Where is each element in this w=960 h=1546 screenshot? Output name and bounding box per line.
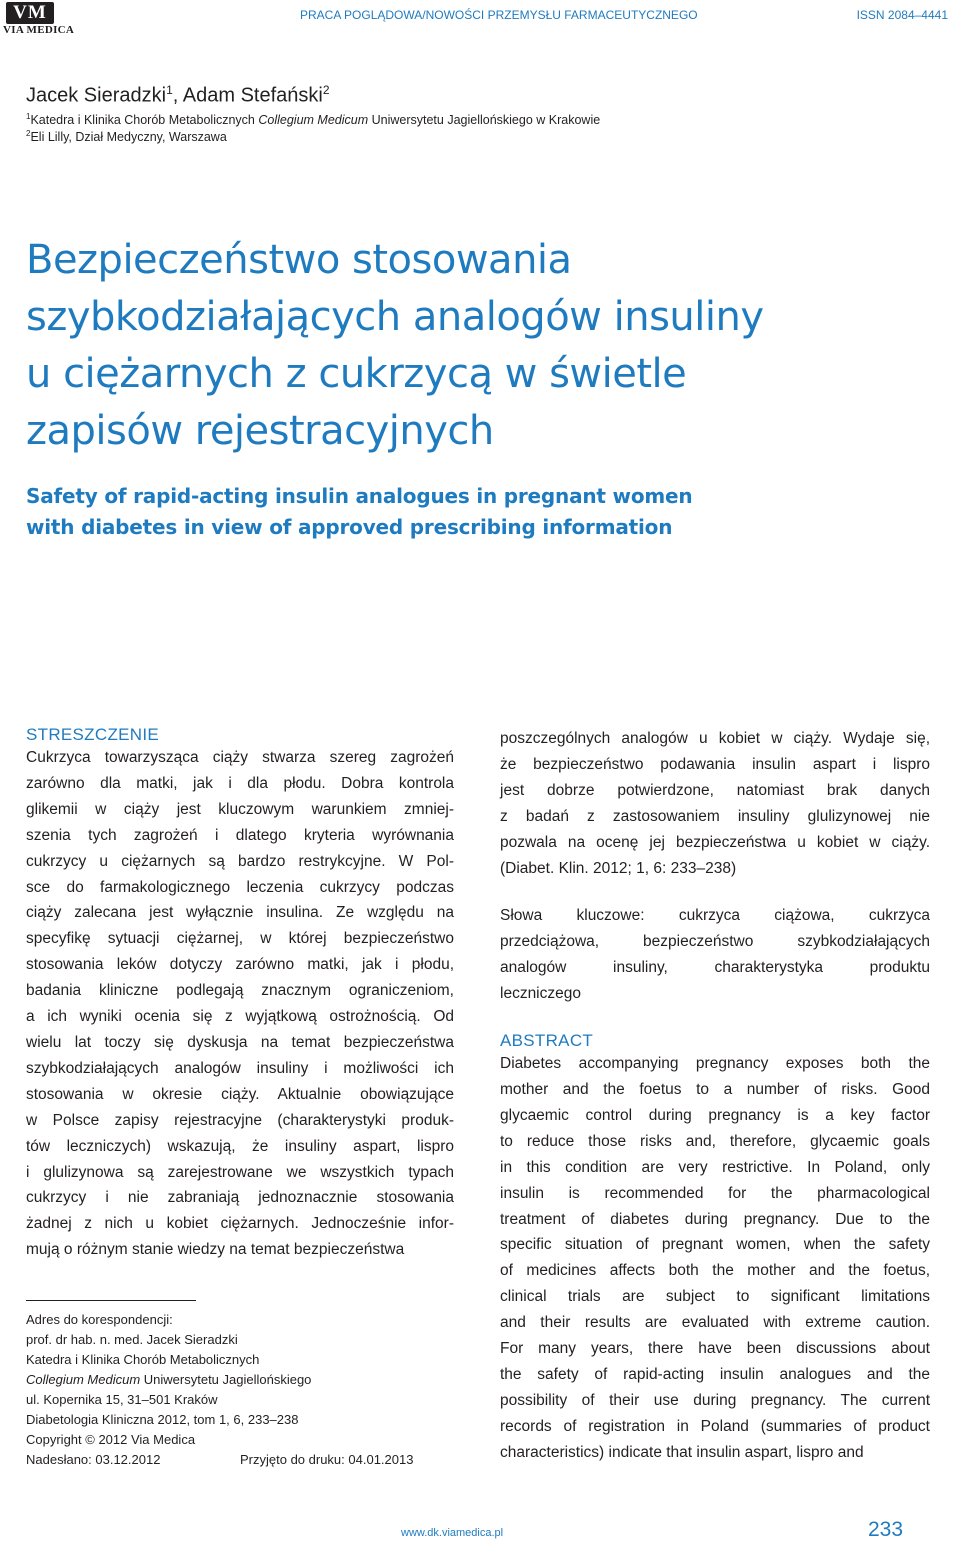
submitted-date: Nadesłano: 03.12.2012 [26, 1452, 161, 1467]
body-line: tów leczniczych) wskazują, że insuliny aspart, lispro [26, 1137, 454, 1155]
correspondence-address: ul. Kopernika 15, 31–501 Kraków [26, 1392, 218, 1407]
article-category: PRACA POGLĄDOWA/NOWOŚCI PRZEMYSŁU FARMACEUTYCZNEGO [300, 8, 698, 22]
body-line: (Diabet. Klin. 2012; 1, 6: 233–238) [500, 859, 737, 877]
keyword-line: analogów insuliny, charakterystyka produktu [500, 959, 930, 977]
abstract-line: characteristics) indicate that insulin aspart, lispro and [500, 1443, 864, 1461]
keyword-line: Słowa kluczowe: cukrzyca ciążowa, cukrzyca [500, 907, 930, 925]
body-line: szenia tych zagrożeń i dlatego kryteria wyrównania [26, 826, 454, 844]
body-line: poszczególnych analogów u kobiet w ciąży. Wydaje się, [500, 730, 930, 747]
title-line: Bezpieczeństwo stosowania [26, 237, 572, 283]
body-line: glikemii w ciąży jest kluczowym warunkiem zmniej- [26, 800, 454, 818]
affiliation-sup: 2 [26, 129, 31, 138]
abstract-line: glycaemic control during pregnancy is a key factor [500, 1106, 930, 1124]
body-line: szybkodziałających analogów insuliny i możliwości ich [26, 1059, 454, 1077]
abstract-line: mother and the foetus to a number of risks. Good [500, 1080, 930, 1098]
author-1-sup: 1 [166, 83, 173, 97]
body-line: sce do farmakologicznego leczenia cukrzycy podczas [26, 878, 454, 896]
abstract-line: the safety of rapid-acting insulin analogues and the [500, 1365, 930, 1383]
abstract-line: Diabetes accompanying pregnancy exposes both the [500, 1055, 930, 1073]
abstract-heading: ABSTRACT [500, 1031, 594, 1051]
author-2-sup: 2 [322, 83, 330, 97]
affiliation-1 [26, 112, 600, 127]
correspondence-dept: Katedra i Klinika Chorób Metabolicznych [26, 1352, 260, 1367]
page-number: 233 [868, 1518, 904, 1541]
affiliation-sup: 1 [26, 112, 31, 121]
title-line: zapisów rejestracyjnych [26, 408, 494, 454]
journal-citation: Diabetologia Kliniczna 2012, tom 1, 6, 233–238 [26, 1412, 299, 1427]
body-line: badania kliniczne podlegają znacznym ograniczeniom, [26, 982, 454, 1000]
correspondence-block [26, 1310, 413, 1470]
journal-url-link[interactable]: www.dk.viamedica.pl [401, 1527, 504, 1539]
abstract-line: For many years, there have been discussions about [500, 1340, 930, 1358]
title-line: szybkodziałających analogów insuliny [26, 294, 764, 340]
section-heading: STRESZCZENIE [26, 725, 160, 744]
publisher-logo [3, 2, 73, 36]
affiliation-text-end: Uniwersytetu Jagiellońskiego w Krakowie [368, 113, 601, 128]
body-line: wielu lat toczy się dyskusja na temat bezpieczeństwa [26, 1033, 454, 1051]
abstract-line: insulin is recommended for the pharmacological [500, 1184, 930, 1202]
title-line: with diabetes in view of approved prescribing information [26, 515, 673, 539]
author-1: Jacek Sieradzki [26, 84, 167, 107]
title-english [26, 481, 926, 543]
abstract-line: of medicines affects both the mother and the foetus, [500, 1262, 930, 1280]
title-line: Safety of rapid-acting insulin analogues in pregnant women [26, 484, 693, 508]
correspondence-name: prof. dr hab. n. med. Jacek Sieradzki [26, 1332, 238, 1347]
body-line: w Polsce zapisy rejestracyjne (charakterystyki produk- [26, 1111, 454, 1129]
affiliation-text: Katedra i Klinika Chorób Metabolicznych [30, 113, 259, 128]
body-line: żadnej z nich u kobiet ciężarnych. Jednocześnie infor- [26, 1215, 454, 1233]
abstract-line: and their results are evaluated with extreme caution. [500, 1314, 930, 1332]
dates [26, 1450, 413, 1470]
body-line: stosowania w okresie ciąży. Aktualnie obowiązujące [26, 1085, 454, 1103]
logo-mark: VM [6, 2, 54, 24]
body-line: Cukrzyca towarzysząca ciąży stwarza szereg zagrożeń [26, 749, 454, 766]
affiliation-2 [26, 129, 227, 144]
accepted-date: Przyjęto do druku: 04.01.2013 [240, 1452, 414, 1467]
abstract-line: treatment of diabetes during pregnancy. Due to the [500, 1210, 930, 1228]
body-line: cukrzycy i nie zabraniają jednoznacznie stosowania [26, 1189, 454, 1207]
correspondence-institution [26, 1370, 413, 1390]
affiliation-text: Eli Lilly, Dział Medyczny, Warszawa [30, 130, 227, 145]
body-line: z badań z zastosowaniem insuliny glulizynowej nie [500, 807, 930, 825]
right-column [500, 725, 930, 1466]
institution-rest: Uniwersytetu Jagiellońskiego [140, 1372, 312, 1387]
affiliation-italic: Collegium Medicum [258, 113, 369, 128]
copyright: Copyright © 2012 Via Medica [26, 1432, 196, 1447]
institution-italic: Collegium Medicum [26, 1372, 141, 1387]
keywords [500, 903, 930, 1007]
body-line: ciąży zalecana jest wyłącznie insulina. Ze względu na [26, 904, 454, 922]
author-separator: , [172, 84, 183, 107]
abstract-line: clinical trials are subject to significant limitations [500, 1288, 930, 1306]
body-line: mują o różnym stanie wiedzy na temat bezpieczeństwa [26, 1241, 405, 1259]
body-line: jest dobrze potwierdzone, natomiast brak danych [500, 781, 930, 799]
body-line: zarówno dla matki, jak i dla płodu. Dobra kontrola [26, 774, 454, 792]
abstract-line: specific situation of pregnant women, when the safety [500, 1236, 930, 1254]
keyword-line: przedciążowa, bezpieczeństwo szybkodziałających [500, 933, 930, 951]
logo-text: VIA MEDICA [3, 24, 75, 36]
body-line: i glulizynowa są zarejestrowane we wszystkich typach [26, 1163, 454, 1181]
streszczenie-continuation [500, 726, 930, 881]
author-2: Adam Stefański [182, 84, 323, 107]
abstract-line: possibility of their use during pregnancy. The current [500, 1391, 930, 1409]
body-line: stosowania leków dotyczy zarówno matki, jak i płodu, [26, 956, 454, 974]
authors [26, 83, 330, 108]
body-line: cukrzycy u ciężarnych są bardzo restrykcyjne. W Pol- [26, 852, 454, 870]
body-line: że bezpieczeństwo podawania insulin aspart i lispro [500, 755, 930, 773]
issn: ISSN 2084–4441 [856, 8, 948, 22]
body-line: specyfikę sytuacji ciężarnej, w której bezpieczeństwo [26, 930, 454, 948]
abstract-line: to reduce those risks and, therefore, glycaemic goals [500, 1132, 930, 1150]
title-polish [26, 232, 926, 460]
body-line: pozwala na ocenę jej bezpieczeństwa u kobiet w ciąży. [500, 833, 930, 851]
title-line: u ciężarnych z cukrzycą w świetle [26, 351, 687, 397]
keyword-line: leczniczego [500, 985, 581, 1003]
streszczenie-body [26, 745, 454, 1263]
body-line: a ich wyniki ocenia się z wyjątkową ostrożnością. Od [26, 1008, 454, 1026]
correspondence-label: Adres do korespondencji: [26, 1312, 173, 1327]
abstract-line: in this condition are very restrictive. In Poland, only [500, 1158, 930, 1176]
streszczenie-section [26, 725, 454, 1263]
abstract-body [500, 1051, 930, 1466]
abstract-line: records of registration in Poland (summaries of product [500, 1417, 930, 1435]
correspondence-divider [26, 1300, 196, 1301]
